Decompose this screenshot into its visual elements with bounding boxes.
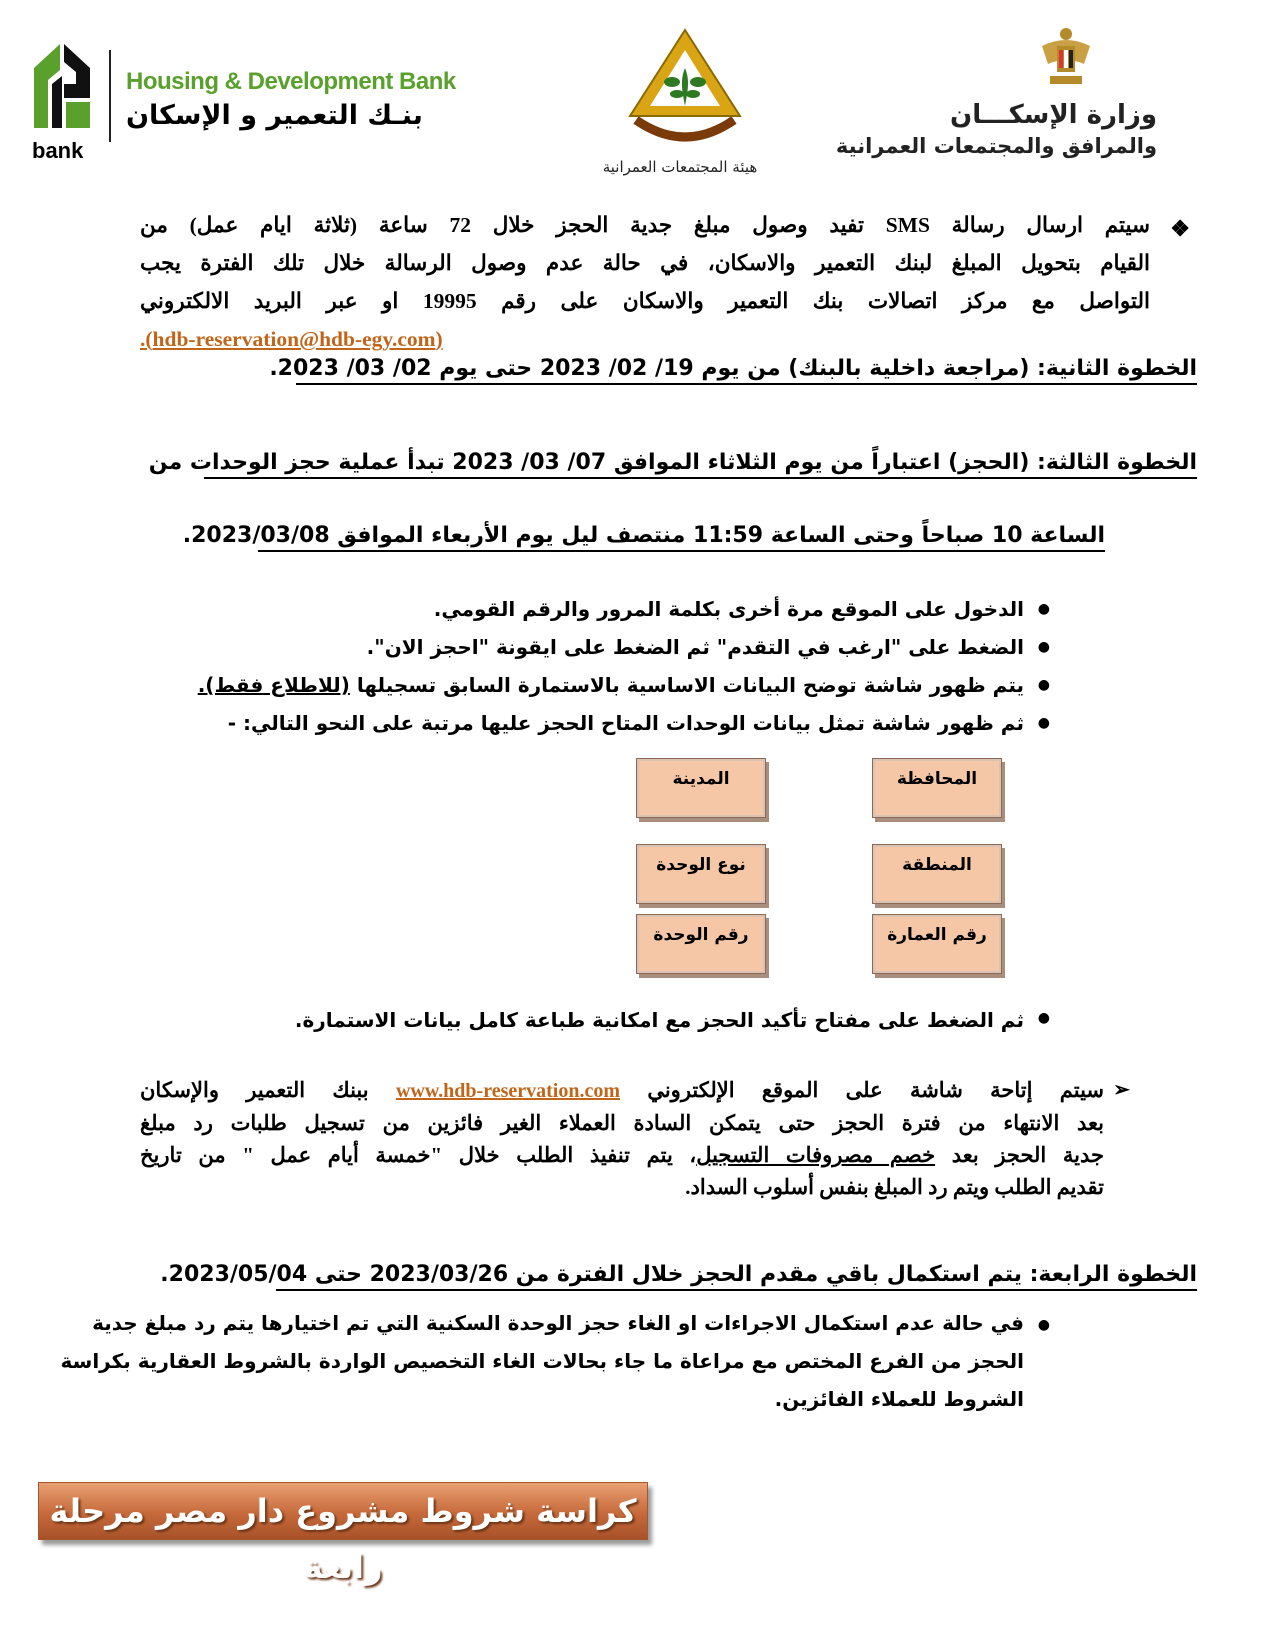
- field-box-unit-no: رقم الوحدة: [636, 914, 766, 974]
- field-box-governorate: المحافظة: [872, 758, 1002, 818]
- step-two-heading: الخطوة الثانية: (مراجعة داخلية بالبنك) من يوم 19/ 02/ 2023 حتى يوم 02/ 03/ 2023.: [296, 356, 1197, 385]
- list-item: ● ثم ظهور شاشة تمثل بيانات الوحدات المتاح الحجز عليها مرتبة على النحو التالي: -: [150, 704, 1050, 742]
- ministry-name-line1: وزارة الإسكـــان: [950, 100, 1157, 130]
- cancellation-line-2: الحجز من الفرع المختص مع مراعاة ما جاء بحالات الغاء التخصيص الواردة بالشروط العقارية بكراسة: [60, 1349, 1024, 1373]
- for-info-only-note: (للاطلاع فقط).: [197, 673, 350, 697]
- refund-line-2: بعد الانتهاء من فترة الحجز حتى يتمكن السادة العملاء الغير فائزين من تسجيل طلبات رد مبلغ: [140, 1111, 1104, 1135]
- reservation-site-link[interactable]: www.hdb-reservation.com: [395, 1080, 620, 1102]
- hdb-logo-text: bank: [32, 138, 84, 163]
- step-three-time: الساعة 10 صباحاً وحتى الساعة 11:59 منتصف ليل يوم الأربعاء الموافق 2023/03/08.: [258, 523, 1105, 552]
- refund-line-4: تقديم الطلب ويتم رد المبلغ بنفس أسلوب السداد.: [685, 1175, 1104, 1199]
- ministry-name-line2: والمرافق والمجتمعات العمرانية: [835, 134, 1157, 158]
- nuca-caption: هيئة المجتمعات العمرانية: [602, 158, 758, 176]
- hdb-logo-icon: [26, 40, 96, 130]
- sms-line-3: التواصل مع مركز اتصالات بنك التعمير والاسكان على رقم 19995 او عبر البريد الالكتروني: [140, 289, 1150, 313]
- sms-line-1: سيتم ارسال رسالة SMS تفيد وصول مبلغ جدية الحجز خلال 72 ساعة (ثلاثة ايام عمل) من: [140, 213, 1150, 237]
- diamond-bullet-icon: ❖: [1170, 216, 1190, 241]
- refund-line-1-text: سيتم إتاحة شاشة على الموقع الإلكتروني: [647, 1078, 1105, 1102]
- list-item: [150, 666, 1050, 704]
- sms-paragraph: [140, 206, 1190, 358]
- refund-line-1-text-end: ببنك التعمير والإسكان: [140, 1078, 369, 1102]
- list-item-text: يتم ظهور شاشة توضح البيانات الاساسية بالاستمارة السابق تسجيلها: [356, 673, 1024, 697]
- nuca-logo-icon: [622, 24, 748, 154]
- footer-banner: [38, 1482, 648, 1586]
- reservation-steps-list: [150, 590, 1050, 742]
- cancellation-bullet: [60, 1304, 1050, 1418]
- field-box-city: المدينة: [636, 758, 766, 818]
- step-three-heading: الخطوة الثالثة: (الحجز) اعتباراً من يوم الثلاثاء الموافق 07/ 03/ 2023 تبدأ عملية حجز الوحدات من: [204, 450, 1197, 479]
- list-item: ● الدخول على الموقع مرة أخرى بكلمة المرور والرقم القومي.: [150, 590, 1050, 628]
- support-email-link[interactable]: (hdb-reservation@hdb-egy.com).: [140, 327, 443, 351]
- eagle-emblem-icon: [1038, 24, 1094, 88]
- refund-line-3: [140, 1139, 1104, 1171]
- refund-paragraph: [140, 1074, 1130, 1203]
- bank-name-english: Housing & Development Bank: [126, 68, 456, 95]
- field-box-region: المنطقة: [872, 844, 1002, 904]
- arrow-bullet-icon: ➢: [1113, 1079, 1130, 1101]
- header-divider: [109, 50, 111, 142]
- registration-fees-note: خصم مصروفات التسجيل: [696, 1143, 936, 1167]
- footer-banner-text: كراسة شروط مشروع دار مصر مرحلة رابعة: [49, 1492, 637, 1586]
- refund-line-3-text-end: ، يتم تنفيذ الطلب خلال "خمسة أيام عمل " من تاريخ: [140, 1143, 697, 1167]
- sms-line-2: القيام بتحويل المبلغ لبنك التعمير والاسكان، في حالة عدم وصول الرسالة خلال تلك الفترة يجب: [140, 251, 1150, 275]
- refund-line-3-text: جدية الحجز بعد: [951, 1143, 1104, 1167]
- field-box-building-no: رقم العمارة: [872, 914, 1002, 974]
- confirm-reservation-bullet: ● ثم الضغط على مفتاح تأكيد الحجز مع امكانية طباعة كامل بيانات الاستمارة.: [295, 1008, 1050, 1032]
- step-four-heading: الخطوة الرابعة: يتم استكمال باقي مقدم الحجز خلال الفترة من 2023/03/26 حتى 2023/05/04.: [276, 1262, 1197, 1291]
- bank-name-arabic: بنـك التعمير و الإسكان: [126, 100, 423, 131]
- sms-email-row: [140, 320, 1150, 358]
- cancellation-line-1: ● في حالة عدم استكمال الاجراءات او الغاء حجز الوحدة السكنية التي تم اختيارها يتم رد مبلغ جدية: [92, 1311, 1024, 1335]
- field-box-unit-type: نوع الوحدة: [636, 844, 766, 904]
- cancellation-line-3: الشروط للعملاء الفائزين.: [774, 1387, 1024, 1411]
- refund-line-1: [140, 1074, 1104, 1107]
- list-item: ● الضغط على "ارغب في التقدم" ثم الضغط على ايقونة "احجز الان".: [150, 628, 1050, 666]
